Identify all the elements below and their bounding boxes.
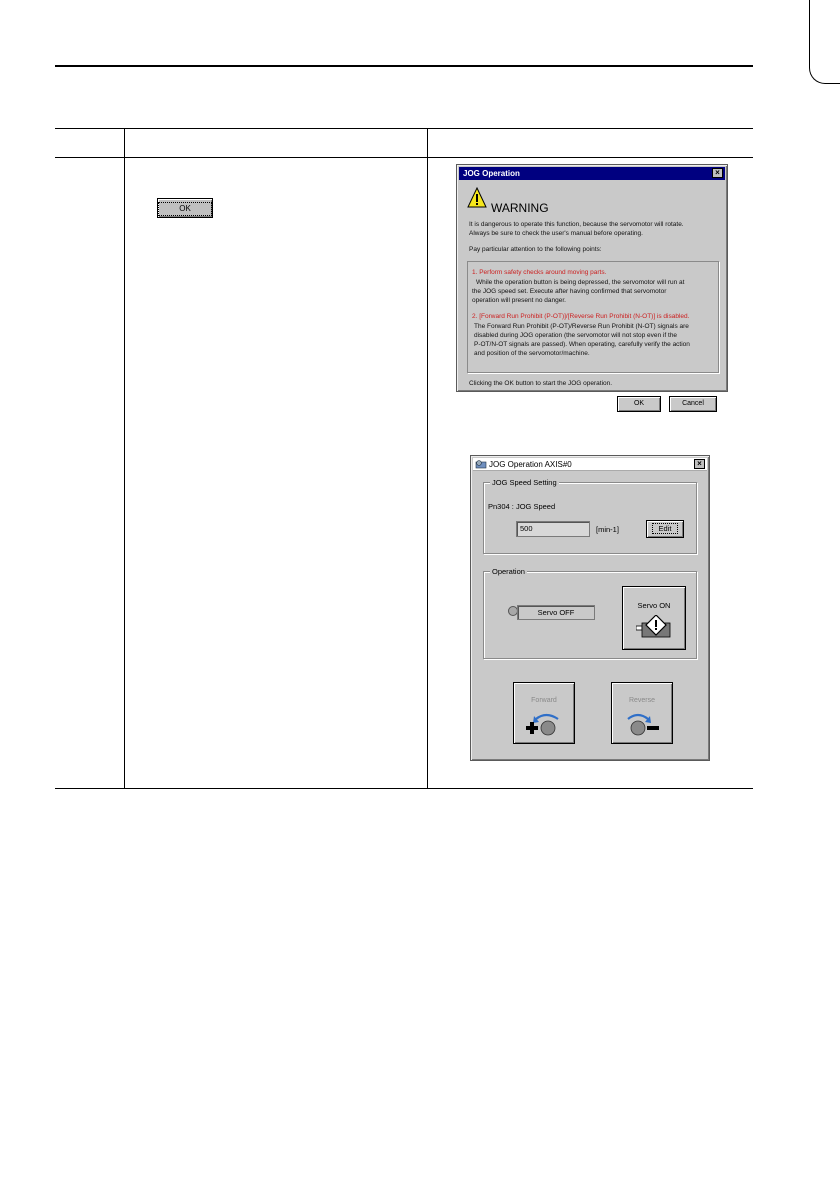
warning-point2-line: P-OT/N-OT signals are passed). When operating, carefully verify the action: [474, 341, 690, 348]
warning-point1-title: 1. Perform safety checks around moving parts.: [472, 269, 607, 276]
ok-button[interactable]: OK: [617, 396, 661, 412]
servo-motor-icon: [636, 615, 674, 639]
warning-intro-line1: It is dangerous to operate this function, because the servomotor will rotate.: [469, 221, 684, 228]
table-bottom-border: [55, 788, 753, 789]
jog-speed-setting-group: [483, 478, 697, 554]
reverse-button[interactable]: [611, 682, 673, 744]
cancel-button[interactable]: Cancel: [669, 396, 717, 412]
warning-heading: WARNING: [491, 201, 549, 215]
table-top-border: [55, 128, 753, 129]
ok-button-reference: [157, 198, 213, 218]
jog-operation-dialog: [470, 455, 710, 761]
reverse-rotation-icon: [622, 709, 664, 739]
servo-status-display: Servo OFF: [517, 605, 595, 620]
warning-attention-text: Pay particular attention to the following points:: [469, 246, 602, 253]
ok-button-reference-label: OK: [158, 202, 212, 216]
parameter-label: Pn304 : JOG Speed: [488, 502, 556, 511]
warning-icon: [467, 187, 487, 209]
reverse-label: Reverse: [628, 697, 656, 704]
speed-unit-label: [min-1]: [596, 525, 619, 534]
warning-point2-title: 2. [Forward Run Prohibit (P-OT)]/[Reverse Run Prohibit (N-OT)] is disabled.: [472, 313, 690, 320]
warning-dialog-title: JOG Operation: [463, 169, 520, 178]
servo-on-button[interactable]: [622, 586, 686, 650]
header-rule: [55, 65, 753, 67]
column-divider-step: [124, 128, 125, 789]
warning-point2-line: disabled during JOG operation (the servomotor will not stop even if the: [474, 332, 678, 339]
edit-button-label: Edit: [652, 523, 679, 534]
close-icon: ×: [715, 168, 720, 177]
column-divider-operation: [427, 128, 428, 789]
forward-rotation-icon: [524, 709, 566, 739]
warning-intro-line2: Always be sure to check the user's manual before operating.: [469, 230, 643, 237]
forward-button[interactable]: [513, 682, 575, 744]
close-button[interactable]: [712, 168, 723, 178]
warning-point1-line: the JOG speed set. Execute after having confirmed that servomotor: [472, 288, 667, 295]
page-edge-tab: [809, 0, 840, 84]
jog-dialog-title: JOG Operation AXIS#0: [489, 460, 572, 469]
warning-point1-line: operation will present no danger.: [472, 297, 566, 304]
app-icon: [475, 459, 487, 470]
warning-point2-line: The Forward Run Prohibit (P-OT)/Reverse Run Prohibit (N-OT) signals are: [474, 323, 689, 330]
forward-label: Forward: [531, 697, 557, 704]
warning-click-note: Clicking the OK button to start the JOG operation.: [469, 380, 613, 387]
edit-button[interactable]: [646, 520, 684, 538]
jog-dialog-titlebar: [473, 458, 707, 471]
warning-points-box: [467, 261, 719, 373]
close-icon: ×: [697, 459, 702, 468]
warning-dialog-titlebar: [459, 167, 725, 180]
close-button[interactable]: [694, 459, 705, 469]
operation-group-label: Operation: [492, 567, 525, 576]
warning-point2-line: and position of the servomotor/machine.: [474, 350, 590, 357]
jog-speed-group-label: JOG Speed Setting: [492, 478, 557, 487]
jog-speed-field[interactable]: 500: [516, 521, 590, 537]
warning-point1-line: While the operation button is being depressed, the servomotor will run at: [476, 279, 685, 286]
servo-on-label: Servo ON: [637, 601, 671, 610]
table-header-divider: [55, 157, 753, 158]
jog-warning-dialog: [456, 164, 728, 407]
